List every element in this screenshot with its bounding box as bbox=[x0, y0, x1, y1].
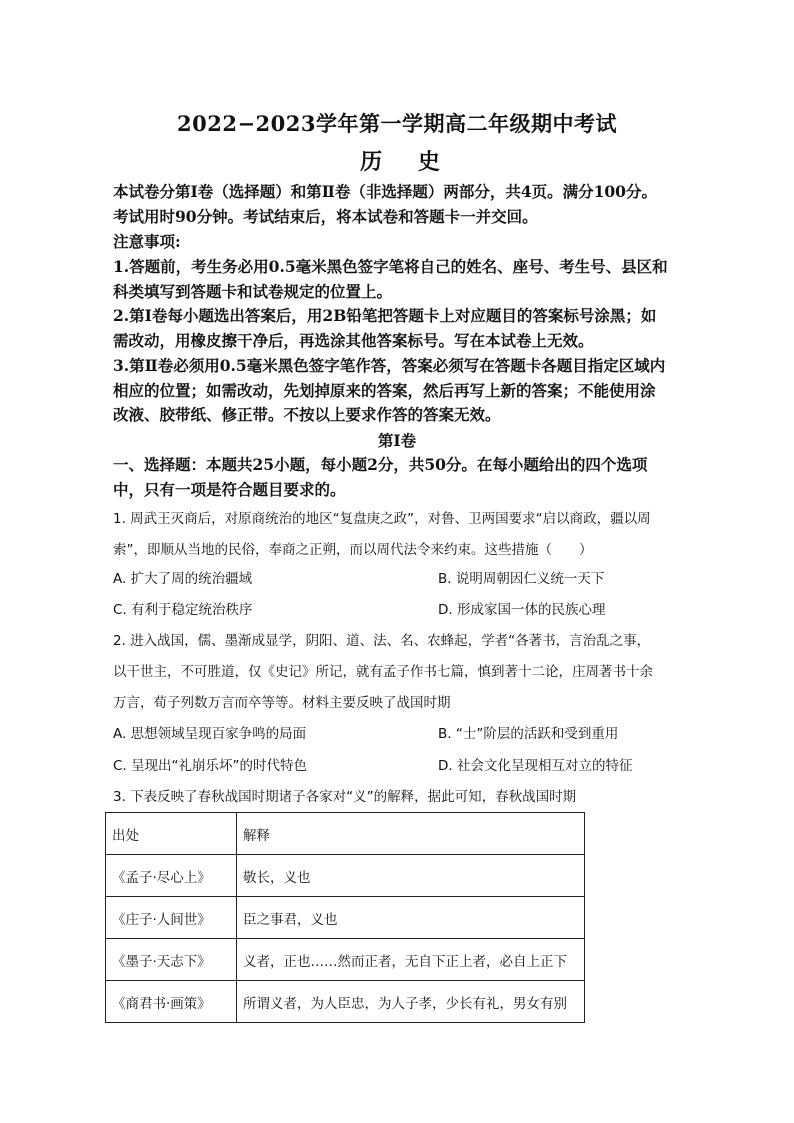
section-title: 第Ⅰ卷 bbox=[377, 431, 417, 450]
option-b: B. 说明周朝因仁义统一天下 bbox=[438, 571, 605, 587]
option-b: B. “士”阶层的活跃和受到重用 bbox=[438, 726, 619, 742]
table-header-cell: 出处 bbox=[106, 813, 237, 855]
table-row bbox=[106, 981, 585, 1023]
instruction-line: 改液、胶带纸、修正带。不按以上要求作答的答案无效。 bbox=[113, 405, 501, 424]
option-c: C. 有利于稳定统治秩序 bbox=[113, 602, 253, 618]
instruction-line: 需改动，用橡皮擦干净后，再选涂其他答案标号。写在本试卷上无效。 bbox=[113, 331, 594, 350]
instruction-line: 3.第Ⅱ卷必须用0.5毫米黑色签字笔作答，答案必须写在答题卡各题目指定区域内 bbox=[113, 356, 666, 375]
part-heading: 中，只有一项是符合题目要求的。 bbox=[113, 480, 346, 499]
question-stem: 3. 下表反映了春秋战国时期诸子各家对“义”的解释，据此可知，春秋战国时期 bbox=[113, 789, 577, 805]
question-stem: 1. 周武王灭商后，对原商统治的地区“复盘庚之政”，对鲁、卫两国要求“启以商政，疆以周 bbox=[113, 511, 651, 527]
table-cell: 所谓义者，为人臣忠，为人子孝，少长有礼，男女有别 bbox=[237, 981, 585, 1023]
source-table bbox=[105, 812, 585, 1023]
instruction-line: 2.第Ⅰ卷每小题选出答案后，用2B铅笔把答题卡上对应题目的答案标号涂黑；如 bbox=[113, 306, 657, 325]
table-header-cell: 解释 bbox=[237, 813, 585, 855]
table-cell: 义者，正也……然而正者，无自下正上者，必自上正下 bbox=[237, 939, 585, 981]
table-cell: 《孟子·尽心上》 bbox=[106, 855, 237, 897]
table-cell: 臣之事君，义也 bbox=[237, 897, 585, 939]
table-cell: 敬长，义也 bbox=[237, 855, 585, 897]
instruction-line: 本试卷分第Ⅰ卷（选择题）和第Ⅱ卷（非选择题）两部分，共4页。满分100分。 bbox=[113, 182, 657, 201]
table-header-row bbox=[106, 813, 585, 855]
notice-heading: 注意事项: bbox=[113, 232, 181, 251]
option-d: D. 形成家国一体的民族心理 bbox=[438, 602, 606, 618]
instruction-line: 1.答题前，考生务必用0.5毫米黑色签字笔将自己的姓名、座号、考生号、县区和 bbox=[113, 257, 668, 276]
question-stem: 以干世主，不可胜道，仅《史记》所记，就有孟子作书七篇，慎到著十二论，庄周著书十余 bbox=[113, 664, 653, 680]
instruction-line: 考试用时90分钟。考试结束后，将本试卷和答题卡一并交回。 bbox=[113, 207, 538, 226]
table-cell: 《庄子·人间世》 bbox=[106, 897, 237, 939]
option-a: A. 思想领域呈现百家争鸣的局面 bbox=[113, 726, 307, 742]
question-stem: 万言，荀子列数万言而卒等等。材料主要反映了战国时期 bbox=[113, 695, 451, 711]
table-cell: 《墨子·天志下》 bbox=[106, 939, 237, 981]
table-cell: 《商君书·画策》 bbox=[106, 981, 237, 1023]
exam-title: 2022−2023学年第一学期高二年级期中考试 bbox=[177, 111, 617, 136]
option-c: C. 呈现出“礼崩乐坏”的时代特色 bbox=[113, 758, 307, 774]
table-row bbox=[106, 897, 585, 939]
question-stem: 2. 进入战国，儒、墨渐成显学，阴阳、道、法、名、农蜂起，学者“各著书，言治乱之事， bbox=[113, 633, 651, 649]
question-stem: 索”，即顺从当地的民俗，奉商之正朔，而以周代法令来约束。这些措施（ ） bbox=[113, 542, 593, 558]
instruction-line: 科类填写到答题卡和试卷规定的位置上。 bbox=[113, 282, 393, 301]
part-heading: 一、选择题：本题共25小题，每小题2分，共50分。在每小题给出的四个选项 bbox=[113, 455, 648, 474]
subject-title: 历 史 bbox=[360, 149, 454, 175]
option-a: A. 扩大了周的统治疆域 bbox=[113, 571, 253, 587]
table-row bbox=[106, 855, 585, 897]
table-row bbox=[106, 939, 585, 981]
option-d: D. 社会文化呈现相互对立的特征 bbox=[438, 758, 633, 774]
instruction-line: 相应的位置；如需改动，先划掉原来的答案，然后再写上新的答案；不能使用涂 bbox=[113, 381, 656, 400]
